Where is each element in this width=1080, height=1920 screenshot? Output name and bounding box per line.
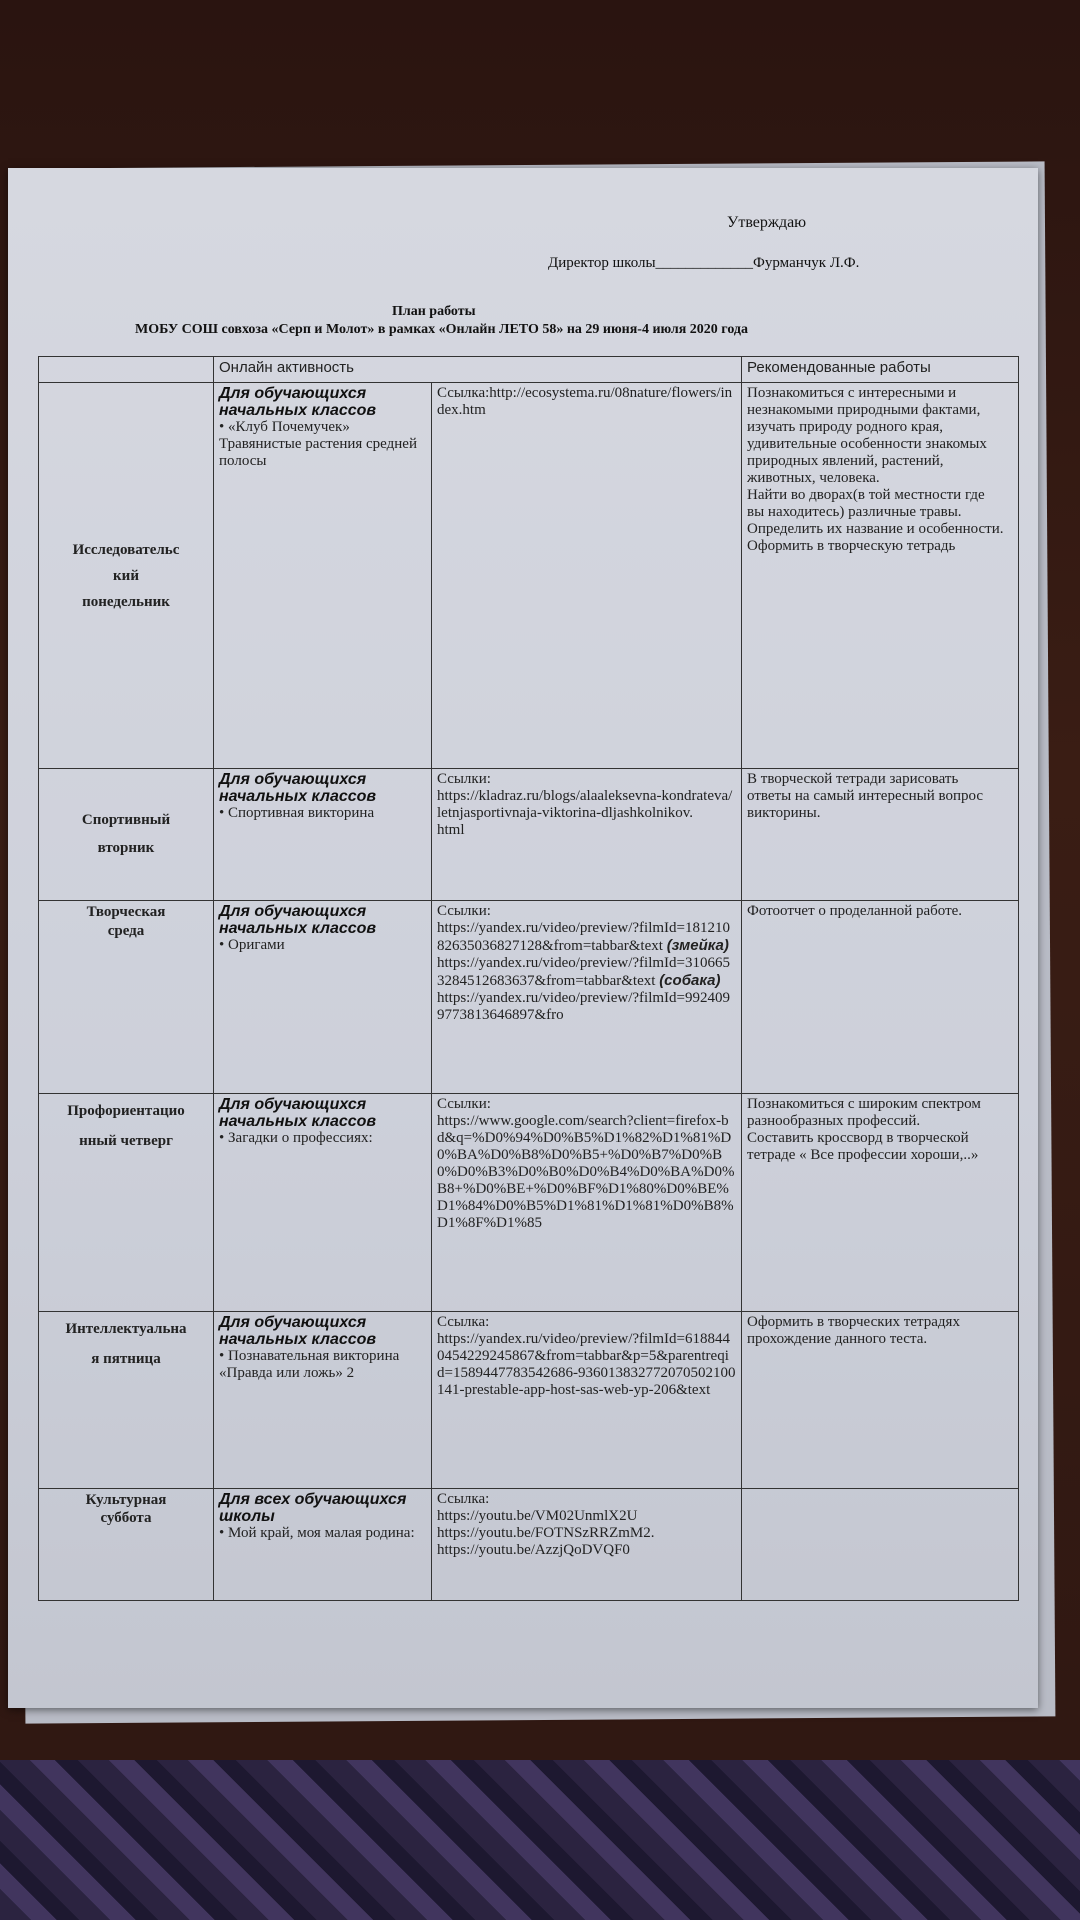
day-label: вторник — [97, 840, 155, 857]
activity-item: • Познавательная викторина «Правда или ложь» 2 — [219, 1348, 426, 1382]
link-text[interactable]: html — [437, 821, 465, 838]
link-text[interactable]: https://youtu.be/AzzjQoDVQF0 — [437, 1542, 630, 1559]
table-row — [39, 900, 1019, 1093]
table-row — [39, 768, 1019, 900]
recommended-text: Познакомиться с широким спектром разнообразных профессий. — [747, 1095, 981, 1129]
link-with-note[interactable] — [437, 920, 736, 955]
recommended-text: Оформить в творческих тетрадях прохождение данного теста. — [747, 1313, 960, 1347]
recommended-cell — [742, 1489, 1019, 1601]
activity-item: • Спортивная викторина — [219, 805, 426, 822]
activity-item: • Мой край, моя малая родина: — [219, 1525, 426, 1542]
recommended-text: Составить кроссворд в творческой — [747, 1129, 969, 1146]
recommended-cell — [742, 900, 1019, 1093]
header-recommended: Рекомендованные работы — [742, 357, 1019, 383]
day-label: нный четверг — [79, 1132, 173, 1149]
link-label: Ссылки: — [437, 902, 491, 919]
recommended-text: Фотоотчет о проделанной работе. — [747, 902, 963, 919]
recommended-text: удивительные особенности знакомых — [747, 436, 987, 453]
link-with-note[interactable] — [437, 955, 736, 990]
day-label: Профориентацио — [67, 1102, 185, 1119]
link-text[interactable]: https://yandex.ru/video/preview/?filmId=9924099773813646897&fro — [437, 989, 730, 1023]
activity-item: • «Клуб Почемучек» — [219, 419, 426, 436]
day-label: Исследовательс — [72, 541, 180, 558]
link-label: Ссылки: — [437, 1095, 491, 1112]
day-label: Культурная — [85, 1492, 167, 1509]
activity-cell — [214, 383, 432, 769]
day-cell — [39, 1489, 214, 1601]
links-cell — [432, 1311, 742, 1489]
day-label: кий — [113, 567, 139, 584]
link-label: Ссылки: — [437, 770, 491, 787]
recommended-text: Определить их название и особенности. Оформить в творческую тетрадь — [747, 521, 1004, 555]
links-cell — [432, 1093, 742, 1311]
link-text[interactable]: https://youtu.be/VM02UnmlX2U — [437, 1508, 638, 1525]
audience-label: Для обучающихся начальных классов — [219, 770, 377, 805]
link-text[interactable]: https://yandex.ru/video/preview/?filmId=18121082635036827128&from=tabbar&text — [437, 919, 730, 954]
link-text[interactable]: https://www.google.com/search?client=firefox-bd&q=%D0%94%D0%B5%D1%82%D1%81%D0%BA%D0%B8%D0%B5+%D0%B7%D0%B0%D0%B3%D0%B0%D0%B4%D0%BA%D0%B8+%D0%BE+%D0%BF%D1%80%D0%BE%D1%84%D0%B5%D1%81%D1%81%D0%B8%D1%8F%D1%85 — [437, 1112, 735, 1231]
recommended-text: В творческой тетради зарисовать — [747, 770, 959, 787]
header-empty-cell — [39, 357, 214, 383]
table-row — [39, 1093, 1019, 1311]
link-text[interactable]: Ссылка:http://ecosystema.ru/08nature/flowers/index.htm — [437, 385, 733, 419]
link-note: (собака) — [659, 971, 721, 989]
activity-cell — [214, 900, 432, 1093]
day-label: я пятница — [91, 1350, 161, 1367]
recommended-text: изучать природу родного края, — [747, 419, 943, 436]
recommended-text: природных явлений, растений, — [747, 453, 944, 470]
recommended-text: тетраде « Все профессии хороши,..» — [747, 1146, 979, 1163]
activity-cell — [214, 1311, 432, 1489]
recommended-cell — [742, 1311, 1019, 1489]
day-cell — [39, 768, 214, 900]
day-cell — [39, 900, 214, 1093]
activity-cell — [214, 1093, 432, 1311]
table-row — [39, 383, 1019, 769]
activity-cell — [214, 768, 432, 900]
day-label: Спортивный — [81, 812, 171, 829]
recommended-text: Найти во дворах(в той местности где — [747, 487, 985, 504]
table-row — [39, 1489, 1019, 1601]
recommended-cell — [742, 768, 1019, 900]
day-cell — [39, 1311, 214, 1489]
links-cell — [432, 383, 742, 769]
day-cell — [39, 1093, 214, 1311]
day-label: Творческая — [86, 903, 166, 920]
table-header-row — [39, 357, 1019, 383]
audience-label: Для обучающихся начальных классов — [219, 1095, 377, 1130]
day-label: среда — [107, 922, 145, 939]
link-text[interactable]: https://kladraz.ru/blogs/alaaleksevna-kondrateva/letnjasportivnaja-viktorina-dljashkolnikov. — [437, 787, 733, 821]
activity-item: • Загадки о профессиях: — [219, 1130, 426, 1147]
director-signature-line: Директор школы_____________Фурманчук Л.Ф. — [548, 255, 860, 271]
audience-label: Для всех обучающихся школы — [219, 1491, 407, 1526]
recommended-cell — [742, 383, 1019, 769]
day-label: понедельник — [82, 593, 170, 610]
day-label: Интеллектуальна — [65, 1320, 187, 1337]
day-label: суббота — [100, 1510, 152, 1527]
plan-table — [38, 356, 1019, 1601]
link-text[interactable]: https://yandex.ru/video/preview/?filmId=3106653284512683637&from=tabbar&text — [437, 954, 730, 989]
recommended-text: викторины. — [747, 804, 821, 821]
links-cell — [432, 1489, 742, 1601]
link-text[interactable]: https://youtu.be/FOTNSzRRZmM2. — [437, 1525, 655, 1542]
table-row — [39, 1311, 1019, 1489]
plan-title: План работы — [392, 304, 476, 319]
links-cell — [432, 768, 742, 900]
activity-item: • Оригами — [219, 937, 426, 954]
audience-label: Для обучающихся начальных классов — [219, 1313, 377, 1348]
link-label: Ссылка: — [437, 1491, 490, 1508]
day-cell — [39, 383, 214, 769]
recommended-text: ответы на самый интересный вопрос — [747, 787, 984, 804]
header-activity: Онлайн активность — [214, 357, 742, 383]
plan-subtitle: МОБУ СОШ совхоза «Серп и Молот» в рамках «Онлайн ЛЕТО 58» на 29 июня-4 июля 2020 года — [135, 322, 748, 337]
audience-label: Для обучающихся начальных классов — [219, 902, 377, 937]
link-text[interactable]: https://yandex.ru/video/preview/?filmId=618844045422924586​7&from=tabbar&p=5&parentreqid=1589447783542686-936013832772070502100141-prestable-app-host-sas-web-yp-206&text — [437, 1330, 736, 1398]
recommended-text: вы находитесь) различные травы. — [747, 504, 962, 521]
approval-label: Утверждаю — [727, 214, 807, 231]
activity-description: Травянистые растения средней полосы — [219, 436, 417, 470]
recommended-text: животных, человека. — [747, 470, 880, 487]
link-label: Ссылка: — [437, 1313, 490, 1330]
recommended-cell — [742, 1093, 1019, 1311]
links-cell — [432, 900, 742, 1093]
activity-cell — [214, 1489, 432, 1601]
link-note: (змейка) — [666, 936, 729, 954]
floor-background — [0, 1760, 1080, 1920]
recommended-text: Познакомиться с интересными и незнакомыми природными фактами, — [747, 385, 981, 419]
audience-label: Для обучающихся начальных классов — [219, 385, 377, 420]
